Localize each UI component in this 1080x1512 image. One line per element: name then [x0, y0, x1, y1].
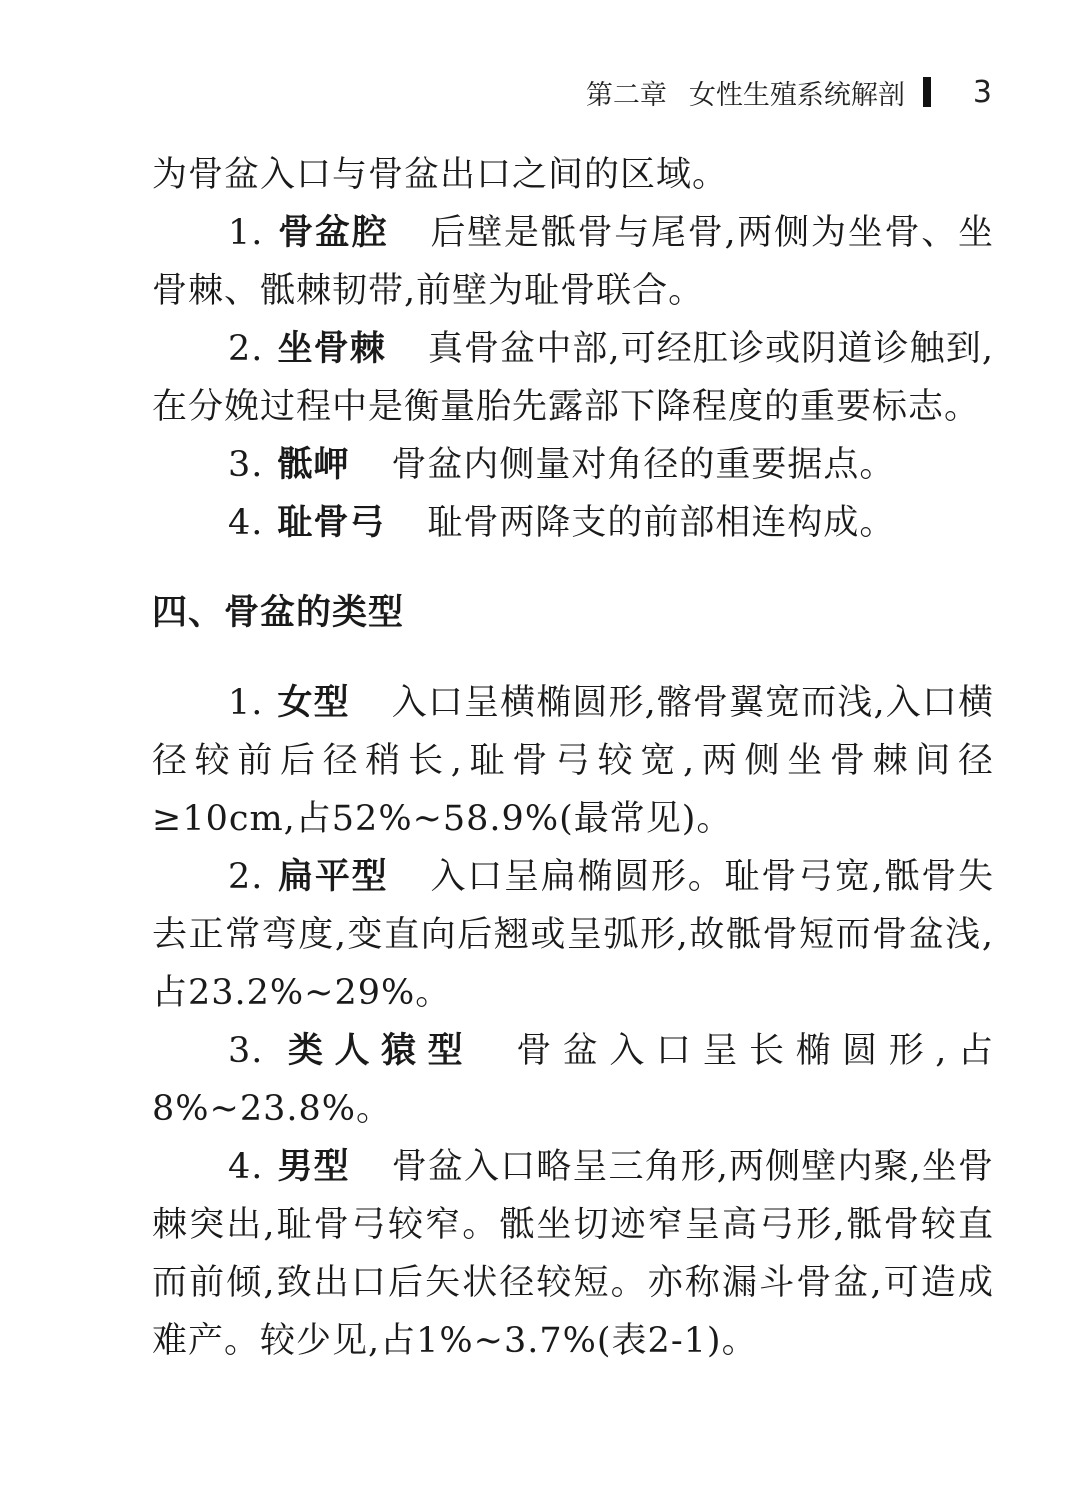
list-item — [152, 674, 994, 848]
item-number: 1. — [228, 213, 264, 253]
list-item — [152, 436, 994, 494]
item-term: 骶岬 — [277, 445, 350, 485]
item-number: 2. — [228, 329, 264, 369]
chapter-title: 女性生殖系统解剖 — [688, 79, 905, 111]
item-term: 男型 — [277, 1147, 350, 1187]
item-text: 后壁是骶骨与尾骨,两侧为坐骨、坐骨棘、骶棘韧带,前壁为耻骨联合。 — [152, 213, 994, 311]
item-text: 骨盆内侧量对角径的重要据点。 — [391, 445, 896, 485]
page-number: 3 — [972, 74, 992, 110]
item-text: 骨盆入口略呈三角形,两侧壁内聚,坐骨棘突出,耻骨弓较窄。骶坐切迹窄呈高弓形,骶骨较直而前倾,致出口后矢状径较短。亦称漏斗骨盆,可造成难产。较少见,占1%~3.7%(表2-1)。 — [152, 1147, 994, 1361]
item-term: 类人猿型 — [277, 1031, 475, 1071]
item-term: 坐骨棘 — [277, 329, 386, 369]
list-item — [152, 1138, 994, 1370]
item-number: 1. — [228, 683, 264, 723]
item-text: 骨盆入口呈长椭圆形,占8%~23.8%。 — [152, 1031, 994, 1129]
item-text: 入口呈横椭圆形,髂骨翼宽而浅,入口横径较前后径稍长,耻骨弓较宽,两侧坐骨棘间径≥10cm,占52%~58.9%(最常见)。 — [152, 683, 994, 839]
intro-text: 为骨盆入口与骨盆出口之间的区域。 — [152, 155, 729, 195]
section-heading: 四、骨盆的类型 — [152, 593, 405, 633]
item-number: 4. — [228, 503, 264, 543]
running-header — [0, 72, 992, 112]
list-item — [152, 204, 994, 320]
item-text: 真骨盆中部,可经肛诊或阴道诊触到,在分娩过程中是衡量胎先露部下降程度的重要标志。 — [152, 329, 994, 427]
item-term: 扁平型 — [277, 857, 389, 897]
item-term: 骨盆腔 — [277, 213, 389, 253]
list-item — [152, 494, 994, 552]
list-item — [152, 848, 994, 1022]
list-item — [152, 1022, 994, 1138]
item-number: 3. — [228, 445, 264, 485]
header-bar — [923, 77, 931, 107]
item-term: 耻骨弓 — [277, 503, 386, 543]
item-number: 2. — [228, 857, 264, 897]
item-text: 耻骨两降支的前部相连构成。 — [427, 503, 896, 543]
item-number: 4. — [228, 1147, 264, 1187]
item-number: 3. — [228, 1031, 264, 1071]
page-body — [152, 146, 994, 1370]
item-text: 入口呈扁椭圆形。耻骨弓宽,骶骨失去正常弯度,变直向后翘或呈弧形,故骶骨短而骨盆浅,占23.2%~29%。 — [152, 857, 994, 1013]
chapter-label: 第二章 — [585, 79, 667, 111]
list-item — [152, 320, 994, 436]
item-term: 女型 — [277, 683, 350, 723]
